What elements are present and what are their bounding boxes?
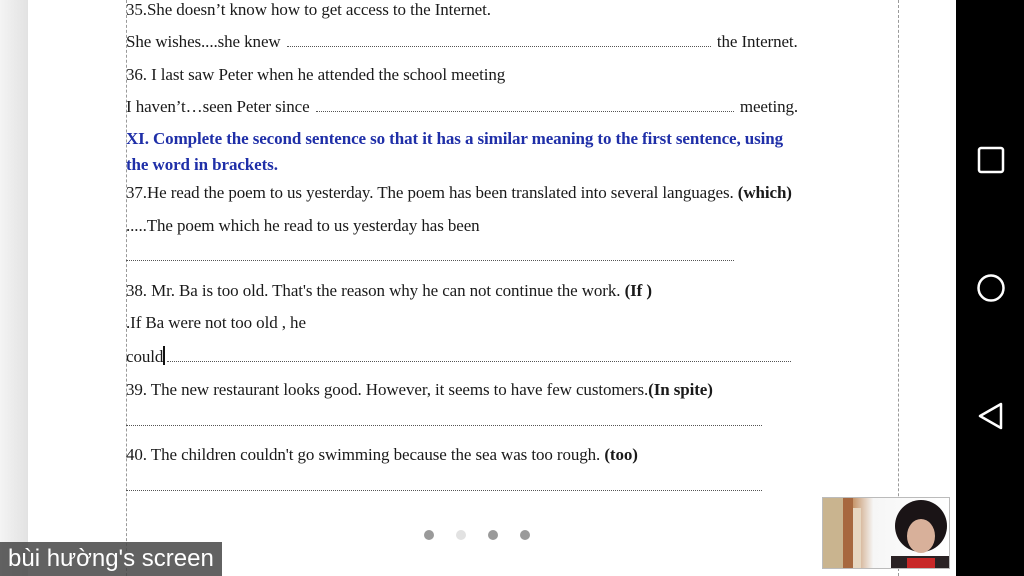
question-39-hint: (In spite) xyxy=(648,380,713,399)
answer-35-line xyxy=(126,32,798,52)
answer-40-blank[interactable] xyxy=(126,490,762,491)
question-37: 37.He read the poem to us yesterday. The poem has been translated into several languages. xyxy=(126,183,734,202)
answer-36-end: meeting. xyxy=(739,97,799,116)
question-37-hint: (which) xyxy=(737,183,792,202)
question-40: 40. The children couldn't go swimming because the sea was too rough. xyxy=(126,445,601,464)
text-cursor xyxy=(163,346,165,365)
answer-36-line xyxy=(126,97,798,117)
answer-37[interactable]: .....The poem which he read to us yesterday has been xyxy=(126,216,480,235)
question-37-line xyxy=(126,183,792,203)
question-39-line xyxy=(126,380,713,400)
question-35: 35.She doesn’t know how to get access to the Internet. xyxy=(126,0,491,19)
answer-36-blank[interactable] xyxy=(316,110,734,112)
answer-37-blank[interactable] xyxy=(126,260,734,261)
left-gutter xyxy=(0,0,28,576)
android-navigation-bar xyxy=(956,0,1024,576)
question-40-hint: (too) xyxy=(604,445,638,464)
answer-38-line2[interactable] xyxy=(126,346,793,367)
answer-38-could: could xyxy=(126,347,164,366)
answer-36-start: I haven’t…seen Peter since xyxy=(126,97,310,116)
answer-38[interactable]: .If Ba were not too old , he xyxy=(126,313,306,332)
answer-38-blank[interactable] xyxy=(167,360,791,362)
section-xi-heading-cont: the word in brackets. xyxy=(126,155,278,174)
question-36: 36. I last saw Peter when he attended the school meeting xyxy=(126,65,506,84)
triangle-back-icon xyxy=(976,401,1006,431)
page-dot-3[interactable] xyxy=(488,530,498,540)
back-button[interactable] xyxy=(976,401,1006,431)
answer-39-blank[interactable] xyxy=(126,425,762,426)
screen-share-label: bùi hường's screen xyxy=(0,542,222,576)
question-38-line xyxy=(126,281,652,301)
page-dot-1[interactable] xyxy=(424,530,434,540)
home-button[interactable] xyxy=(976,273,1006,303)
page-dot-4[interactable] xyxy=(520,530,530,540)
square-icon xyxy=(977,146,1005,174)
recent-apps-button[interactable] xyxy=(976,145,1006,175)
page-dot-2[interactable] xyxy=(456,530,466,540)
question-40-line xyxy=(126,445,638,465)
answer-35-end: the Internet. xyxy=(716,32,798,51)
answer-35-start: She wishes....she knew xyxy=(126,32,281,51)
participant-avatar xyxy=(823,498,949,568)
question-38: 38. Mr. Ba is too old. That's the reason why he can not continue the work. xyxy=(126,281,621,300)
question-38-hint: (If ) xyxy=(624,281,652,300)
circle-icon xyxy=(976,273,1006,303)
question-39: 39. The new restaurant looks good. However, it seems to have few customers. xyxy=(126,380,649,399)
page-indicator xyxy=(424,530,530,540)
section-xi-heading: XI. Complete the second sentence so that it has a similar meaning to the first sentence, using xyxy=(126,129,784,148)
answer-35-blank[interactable] xyxy=(287,45,711,47)
participant-video-thumbnail[interactable] xyxy=(822,497,950,569)
